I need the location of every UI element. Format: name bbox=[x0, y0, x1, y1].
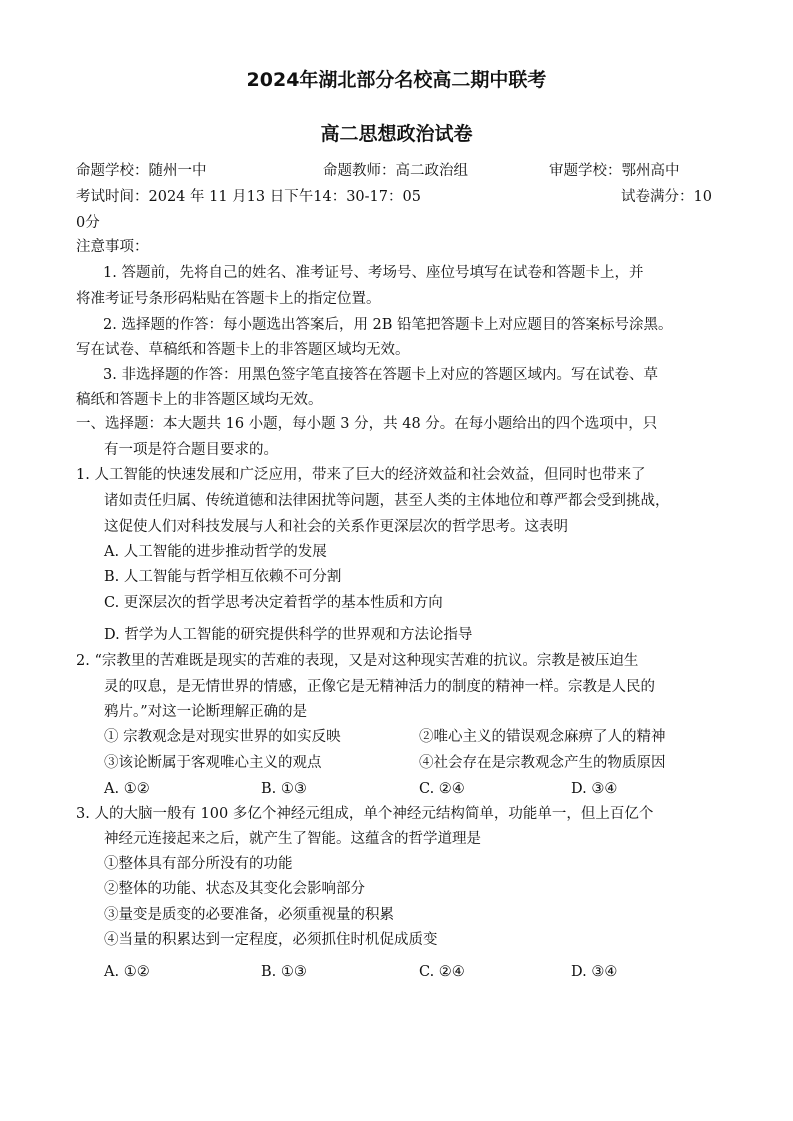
notice-item-3-cont: 稿纸和答题卡上的非答题区域均无效。 bbox=[76, 392, 323, 408]
question-3-statement-3: ③量变是质变的必要准备，必须重视量的积累 bbox=[104, 907, 394, 923]
question-3-stem-2: 神经元连接起来之后，就产生了智能。这蕴含的哲学道理是 bbox=[104, 831, 481, 847]
question-1-stem: 1. 人工智能的快速发展和广泛应用，带来了巨大的经济效益和社会效益，但同时也带来了 bbox=[76, 467, 646, 483]
question-3-statement-2: ②整体的功能、状态及其变化会影响部分 bbox=[104, 881, 365, 897]
full-score-part2: 0分 bbox=[76, 215, 100, 231]
question-3-option-b: B. ①③ bbox=[261, 964, 307, 980]
question-2-statement-1: ① 宗教观念是对现实世界的如实反映 bbox=[104, 729, 341, 745]
section-heading: 一、选择题：本大题共 16 小题，每小题 3 分，共 48 分。在每小题给出的四个选项中，只 bbox=[76, 416, 658, 432]
question-2-stem-2: 灵的叹息，是无情世界的情感，正像它是无精神活力的制度的精神一样。宗教是人民的 bbox=[104, 679, 655, 695]
reviewing-school: 审题学校：鄂州高中 bbox=[549, 163, 680, 179]
question-2-statement-2: ②唯心主义的错误观念麻痹了人的精神 bbox=[419, 729, 666, 745]
notice-item-3: 3. 非选择题的作答：用黑色签字笔直接答在答题卡上对应的答题区域内。写在试卷、草 bbox=[103, 367, 658, 383]
question-1-option-a: A. 人工智能的进步推动哲学的发展 bbox=[104, 544, 327, 560]
proposing-school: 命题学校：随州一中 bbox=[76, 163, 207, 179]
section-heading-cont: 有一项是符合题目要求的。 bbox=[104, 442, 278, 458]
exam-title: 2024年湖北部分名校高二期中联考 bbox=[246, 69, 547, 91]
question-3-statement-1: ①整体具有部分所没有的功能 bbox=[104, 856, 293, 872]
question-1-option-b: B. 人工智能与哲学相互依赖不可分割 bbox=[104, 569, 342, 585]
proposing-teacher: 命题教师：高二政治组 bbox=[323, 163, 468, 179]
question-1-option-d: D. 哲学为人工智能的研究提供科学的世界观和方法论指导 bbox=[104, 627, 473, 643]
question-3-option-d: D. ③④ bbox=[571, 964, 618, 980]
question-3-option-c: C. ②④ bbox=[419, 964, 465, 980]
notice-item-2-cont: 写在试卷、草稿纸和答题卡上的非答题区域均无效。 bbox=[76, 342, 410, 358]
question-1-stem-2: 诸如责任归属、传统道德和法律困扰等问题，甚至人类的主体地位和尊严都会受到挑战， bbox=[104, 493, 670, 509]
question-1-option-c: C. 更深层次的哲学思考决定着哲学的基本性质和方向 bbox=[104, 595, 443, 611]
notice-item-1-cont: 将准考证号条形码粘贴在答题卡上的指定位置。 bbox=[76, 291, 381, 307]
exam-time: 考试时间：2024 年 11 月13 日下午14：30-17：05 bbox=[76, 189, 421, 205]
question-1-stem-3: 这促使人们对科技发展与人和社会的关系作更深层次的哲学思考。这表明 bbox=[104, 519, 568, 535]
notice-item-2: 2. 选择题的作答：每小题选出答案后，用 2B 铅笔把答题卡上对应题目的答案标号涂黑。 bbox=[103, 317, 673, 333]
question-3-statement-4: ④当量的积累达到一定程度，必须抓住时机促成质变 bbox=[104, 932, 438, 948]
question-2-statement-3: ③该论断属于客观唯心主义的观点 bbox=[104, 755, 322, 771]
question-2-option-a: A. ①② bbox=[104, 781, 150, 797]
question-2-stem: 2. “宗教里的苦难既是现实的苦难的表现，又是对这种现实苦难的抗议。宗教是被压迫生 bbox=[76, 653, 639, 669]
question-2-option-b: B. ①③ bbox=[261, 781, 307, 797]
question-2-stem-3: 鸦片。”对这一论断理解正确的是 bbox=[104, 704, 308, 720]
question-3-option-a: A. ①② bbox=[104, 964, 150, 980]
question-2-option-d: D. ③④ bbox=[571, 781, 618, 797]
question-3-stem: 3. 人的大脑一般有 100 多亿个神经元组成，单个神经元结构简单，功能单一，但上百亿个 bbox=[76, 806, 654, 822]
exam-subtitle: 高二思想政治试卷 bbox=[320, 123, 473, 145]
question-2-statement-4: ④社会存在是宗教观念产生的物质原因 bbox=[419, 755, 666, 771]
notice-heading: 注意事项： bbox=[76, 239, 149, 255]
notice-item-1: 1. 答题前，先将自己的姓名、准考证号、考场号、座位号填写在试卷和答题卡上，并 bbox=[103, 265, 644, 281]
full-score-part1: 试卷满分：10 bbox=[621, 189, 712, 205]
question-2-option-c: C. ②④ bbox=[419, 781, 465, 797]
